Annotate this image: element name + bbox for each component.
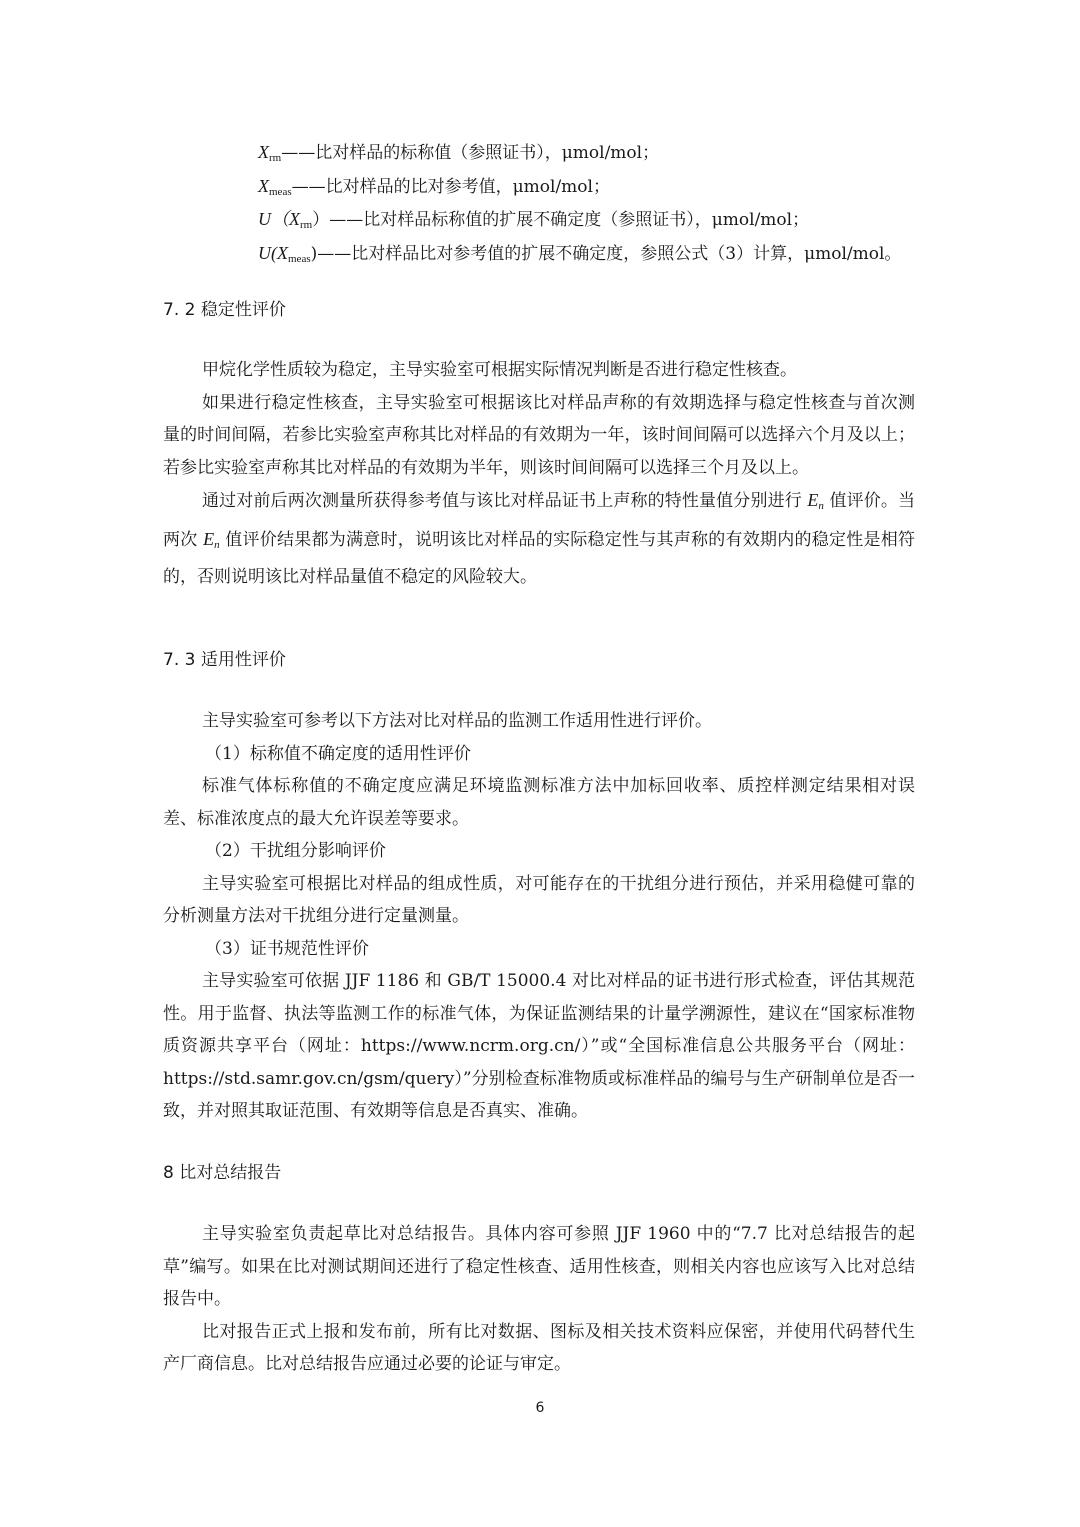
list-item-title: （1）标称值不确定度的适用性评价 (205, 743, 471, 764)
paragraph: 比对报告正式上报和发布前，所有比对数据、图标及相关技术资料应保密，并使用代码替代生产厂商信息。比对总结报告应通过必要的论证与审定。 (163, 1321, 915, 1374)
definition-x-meas (258, 170, 958, 204)
section-heading-8: 8 比对总结报告 (163, 1163, 282, 1183)
section-body-7-2 (163, 354, 915, 594)
variable-definitions (258, 136, 958, 270)
en-symbol: E (807, 490, 819, 510)
paragraph: 主导实验室负责起草比对总结报告。具体内容可参照 JJF 1960 中的“7.7 比对总结报告的起草”编写。如果在比对测试期间还进行了稳定性核查、适用性核查，则相关内容也应该写入比对总结报告中。 (163, 1224, 915, 1309)
paragraph: 标准气体标称值的不确定度应满足环境监测标准方法中加标回收率、质控样测定结果相对误差、标准浓度点的最大允许误差等要求。 (163, 776, 915, 829)
paragraph-en-evaluation (163, 484, 915, 594)
suffix: ） (312, 210, 330, 230)
list-item-title: （3）证书规范性评价 (205, 938, 369, 959)
definition-u-x-meas (258, 237, 958, 271)
list-item-title: （2）干扰组分影响评价 (205, 841, 386, 861)
section-heading-7-2: 7. 2 稳定性评价 (163, 300, 286, 320)
en-symbol: E (203, 528, 215, 549)
en-subscript: n (214, 538, 220, 551)
en-subscript: n (818, 500, 824, 512)
page-number: 6 (535, 1400, 545, 1416)
section-heading-7-3: 7. 3 适用性评价 (163, 650, 286, 670)
section-body-7-3 (163, 705, 915, 1128)
definition-text: ——比对样品比对参考值的扩展不确定度，参照公式（3）计算，μmol/mol。 (317, 243, 902, 264)
prefix: U( (258, 242, 277, 263)
definition-text: ——比对样品的标称值（参照证书），μmol/mol； (281, 143, 660, 163)
definition-x-rm (258, 136, 958, 170)
definition-u-x-rm (258, 203, 958, 237)
subscript: meas (269, 185, 292, 198)
definition-text: ——比对样品的比对参考值，μmol/mol； (291, 176, 610, 197)
paragraph: 主导实验室可根据比对样品的组成性质，对可能存在的干扰组分进行预估，并采用稳健可靠的分析测量方法对干扰组分进行定量测量。 (163, 873, 915, 926)
definition-text: ——比对样品标称值的扩展不确定度（参照证书），μmol/mol； (329, 210, 810, 230)
symbol: X (258, 142, 269, 162)
subscript: rm (300, 219, 313, 231)
text-part: 值评价结果都为满意时，说明该比对样品的实际稳定性与其声称的有效期内的稳定性是相符的，否则说明该比对样品量值不稳定的风险较大。 (163, 529, 916, 587)
paragraph: 主导实验室可参考以下方法对比对样品的监测工作适用性进行评价。 (202, 711, 712, 731)
section-body-8 (163, 1218, 915, 1381)
symbol: X (277, 242, 288, 263)
suffix: ) (310, 243, 318, 264)
paragraph: 如果进行稳定性核查，主导实验室可根据该比对样品声称的有效期选择与稳定性核查与首次测量的时间间隔，若参比实验室声称其比对样品的有效期为一年，该时间间隔可以选择六个月及以上；若参比实验室声称其比对样品的有效期为半年，则该时间间隔可以选择三个月及以上。 (163, 392, 915, 478)
paragraph: 甲烷化学性质较为稳定，主导实验室可根据实际情况判断是否进行稳定性核查。 (202, 360, 797, 380)
text-part: 值评价。当两次 (163, 491, 916, 550)
subscript: rm (269, 152, 282, 164)
prefix: U（ (258, 209, 289, 229)
text-part: 通过对前后两次测量所获得参考值与该比对样品证书上声称的特性量值分别进行 (202, 491, 808, 511)
symbol: X (258, 175, 269, 196)
subscript: meas (288, 252, 311, 265)
paragraph: 主导实验室可依据 JJF 1186 和 GB/T 15000.4 对比对样品的证书进行形式检查，评估其规范性。用于监督、执法等监测工作的标准气体，为保证监测结果的计量学溯源性，建议在“国家标准物质资源共享平台（网址：https://www.ncrm.org.cn/）”或“全国标准信息公共服务平台（网址：https://std.samr.gov.cn/gsm/query）”分别检查标准物质或标准样品的编号与生产研制单位是否一致，并对照其取证范围、有效期等信息是否真实、准确。 (163, 971, 915, 1121)
symbol: X (289, 209, 300, 229)
